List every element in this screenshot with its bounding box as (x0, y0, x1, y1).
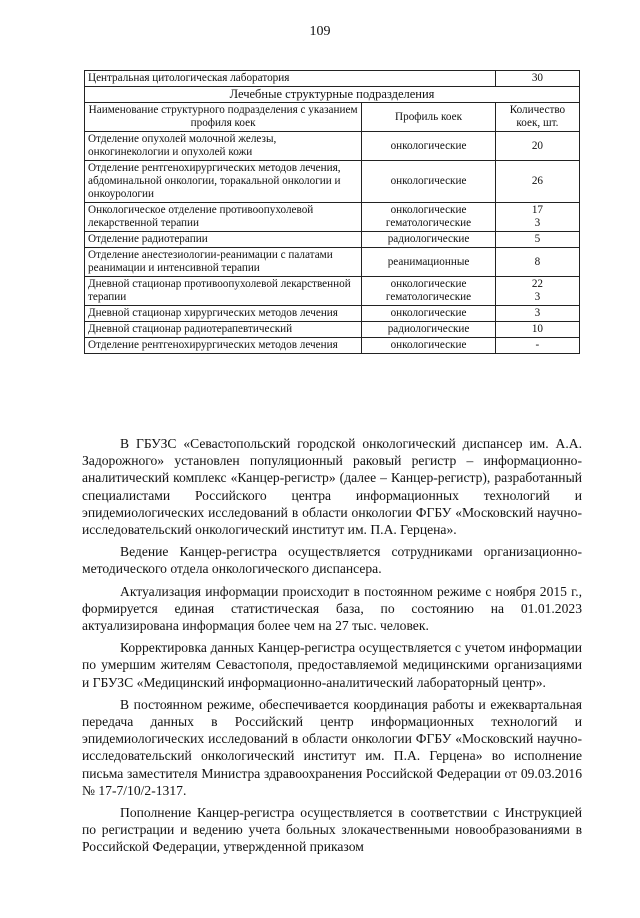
table-header-row (85, 103, 580, 132)
bed-count (495, 338, 579, 354)
bed-profile-value: онкологические (390, 139, 467, 152)
bed-count-value: 3 (534, 217, 541, 229)
table-row (85, 232, 580, 248)
bed-profile (362, 203, 496, 232)
table-row (85, 277, 580, 306)
header-profile: Профиль коек (362, 103, 496, 132)
header-name: Наименование структурного подразделения с указанием профиля коек (85, 103, 362, 132)
unit-name: Отделение анестезиологии-реанимации с палатами реанимации и интенсивной терапии (85, 248, 362, 277)
section-title: Лечебные структурные подразделения (85, 87, 580, 103)
unit-name: Дневной стационар радиотерапевтический (85, 322, 362, 338)
bed-profile-value: онкологические (390, 175, 467, 187)
bed-profile-value: онкологические (390, 204, 467, 216)
bed-profile-value: онкологические (390, 307, 467, 319)
bed-profile-value: радиологические (387, 233, 470, 245)
header-count: Количество коек, шт. (495, 103, 579, 132)
unit-name: Отделение опухолей молочной железы, онкогинекологии и опухолей кожи (85, 132, 362, 161)
bed-count (495, 161, 579, 203)
bed-count-value: 20 (531, 139, 544, 152)
table-row (85, 203, 580, 232)
paragraph: Пополнение Канцер-регистра осуществляется в соответствии с Инструкцией по регистрации и ведению учета больных злокачественными новообразованиями в Российской Федерации, утвержденной приказом (82, 805, 582, 855)
beds-table (84, 70, 580, 354)
bed-count-value: 3 (534, 291, 541, 303)
body-text (82, 435, 582, 856)
bed-profile-value: радиологические (387, 323, 470, 335)
bed-profile (362, 277, 496, 306)
paragraph: В постоянном режиме, обеспечивается координация работы и ежеквартальная передача данных в Российский центр информационных технологий и эпидемиологических исследований в области онкологии ФГБУ «Московский научно-исследовательский онкологический институт им. П.А. Герцена» во исполнение письма заместителя Министра здравоохранения Российской Федерации от 09.03.2016 № 17-7/10/2-1317. (82, 696, 582, 798)
cytology-lab-count: 30 (495, 71, 579, 87)
bed-count (495, 322, 579, 338)
cytology-lab-name: Центральная цитологическая лаборатория (85, 71, 496, 87)
bed-count-value: 10 (531, 323, 544, 335)
table-row (85, 338, 580, 354)
bed-count (495, 232, 579, 248)
bed-profile (362, 338, 496, 354)
bed-profile (362, 161, 496, 203)
bed-count-value: 3 (534, 307, 541, 319)
paragraph: Актуализация информации происходит в постоянном режиме с ноября 2015 г., формируется единая статистическая база, по состоянию на 01.01.2023 актуализирована информация более чем на 27 тыс. человек. (82, 583, 582, 634)
bed-count (495, 248, 579, 277)
cytology-lab-row (85, 71, 580, 87)
table-row (85, 248, 580, 277)
paragraph: Корректировка данных Канцер-регистра осуществляется с учетом информации по умершим жителям Севастополя, предоставляемой медицинскими организациями и ГБУЗС «Медицинский информационно-аналитический лабораторный центр». (82, 640, 582, 690)
bed-profile (362, 132, 496, 161)
table-row (85, 306, 580, 322)
bed-profile (362, 306, 496, 322)
bed-profile-value: гематологические (385, 217, 472, 229)
bed-profile-value: онкологические (390, 339, 467, 351)
table-row (85, 322, 580, 338)
bed-count (495, 277, 579, 306)
unit-name: Онкологическое отделение противоопухолевой лекарственной терапии (85, 203, 362, 232)
page-number: 109 (309, 24, 331, 39)
bed-count-value: 17 (531, 204, 544, 216)
bed-profile-value: гематологические (385, 291, 472, 303)
paragraph: В ГБУЗС «Севастопольский городской онкологический диспансер им. А.А. Задорожного» установлен популяционный раковый регистр – информационно-аналитический комплекс «Канцер-регистр» (далее – Канцер-регистр), разработанный специалистами Российского центра информационных технологий и эпидемиологических исследований в области онкологии ФГБУ «Московский научно-исследовательский онкологический институт им. П.А. Герцена». (82, 436, 582, 538)
bed-count-value: - (535, 339, 540, 351)
bed-profile-value: онкологические (390, 278, 467, 290)
bed-profile-value: реанимационные (387, 255, 470, 268)
bed-count-value: 5 (534, 233, 541, 245)
bed-count-value: 26 (531, 175, 544, 187)
bed-count (495, 132, 579, 161)
table-row (85, 161, 580, 203)
bed-count-value: 22 (531, 278, 544, 290)
unit-name: Отделение рентгенохирургических методов лечения, абдоминальной онкологии, торакальной онкологии и онкоурологии (85, 161, 362, 203)
table-row (85, 132, 580, 161)
bed-profile (362, 322, 496, 338)
unit-name: Дневной стационар хирургических методов лечения (85, 306, 362, 322)
paragraph: Ведение Канцер-регистра осуществляется сотрудниками организационно-методического отдела онкологического диспансера. (82, 544, 582, 577)
unit-name: Отделение радиотерапии (85, 232, 362, 248)
bed-count (495, 203, 579, 232)
section-title-row (85, 87, 580, 103)
bed-profile (362, 248, 496, 277)
bed-count-value: 8 (534, 255, 541, 268)
bed-profile (362, 232, 496, 248)
bed-count (495, 306, 579, 322)
unit-name: Отделение рентгенохирургических методов лечения (85, 338, 362, 354)
unit-name: Дневной стационар противоопухолевой лекарственной терапии (85, 277, 362, 306)
